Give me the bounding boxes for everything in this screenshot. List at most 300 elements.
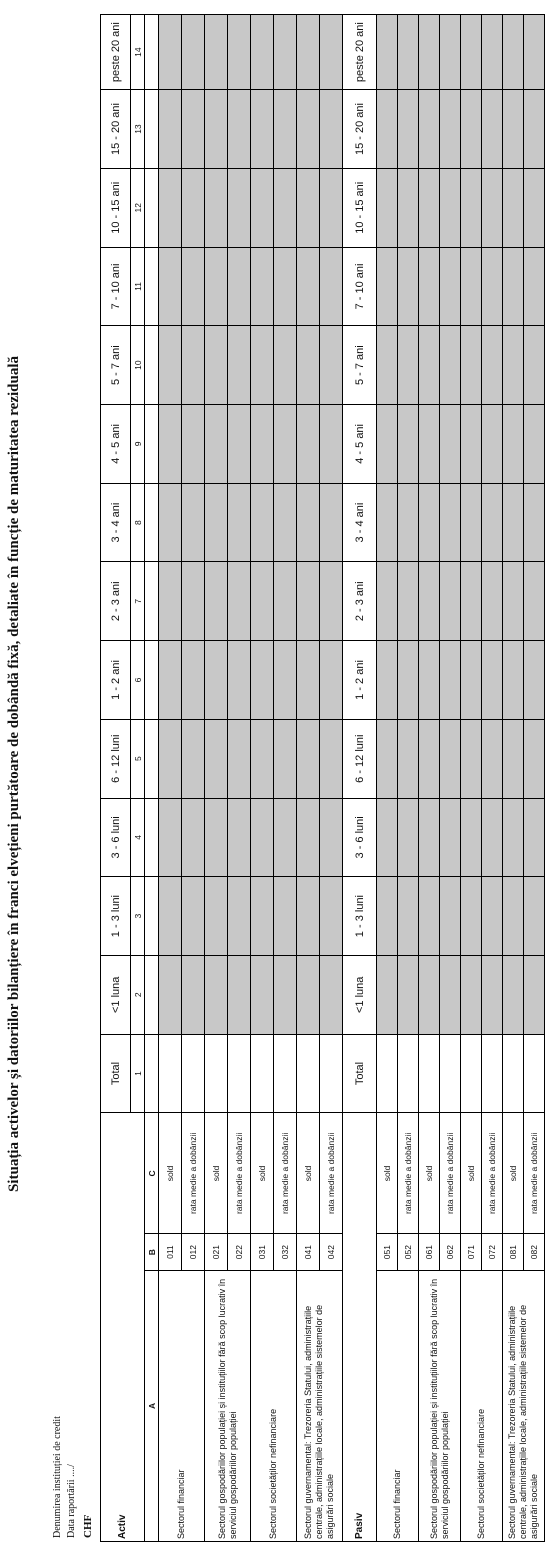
value-cell[interactable] — [419, 955, 440, 1034]
maturity-table — [100, 14, 545, 1542]
value-cell[interactable] — [503, 955, 524, 1034]
value-cell[interactable] — [482, 90, 503, 169]
value-cell[interactable] — [251, 405, 274, 484]
value-cell[interactable] — [228, 798, 251, 877]
value-cell[interactable] — [228, 955, 251, 1034]
value-cell[interactable] — [274, 168, 297, 247]
value-cell[interactable] — [228, 641, 251, 720]
column-number: 4 — [131, 798, 145, 877]
value-cell[interactable] — [228, 247, 251, 326]
value-cell[interactable] — [182, 483, 205, 562]
empty-cell — [145, 877, 159, 956]
value-cell[interactable] — [419, 798, 440, 877]
value-cell[interactable] — [482, 168, 503, 247]
value-cell[interactable] — [182, 90, 205, 169]
value-cell[interactable] — [159, 168, 182, 247]
value-cell[interactable] — [205, 641, 228, 720]
value-cell[interactable] — [377, 641, 398, 720]
table-row — [205, 15, 228, 1542]
value-cell[interactable] — [320, 877, 343, 956]
value-cell[interactable] — [461, 719, 482, 798]
column-number: 3 — [131, 877, 145, 956]
value-cell[interactable] — [419, 719, 440, 798]
value-cell[interactable] — [482, 15, 503, 90]
value-cell[interactable] — [228, 90, 251, 169]
period-header: 15 - 20 ani — [101, 90, 131, 169]
value-cell[interactable] — [398, 405, 419, 484]
value-cell[interactable] — [159, 247, 182, 326]
value-cell[interactable] — [398, 15, 419, 90]
column-number: 13 — [131, 90, 145, 169]
value-cell[interactable] — [524, 1034, 545, 1113]
column-number: 7 — [131, 562, 145, 641]
currency-label: CHF — [82, 1514, 94, 1538]
value-cell[interactable] — [159, 877, 182, 956]
value-cell[interactable] — [182, 326, 205, 405]
row-code: 042 — [320, 1234, 343, 1270]
report-date-label: Data raportării ..../ — [66, 1464, 77, 1538]
row-code: 051 — [377, 1234, 398, 1270]
period-header: 4 - 5 ani — [343, 405, 377, 484]
value-cell[interactable] — [274, 877, 297, 956]
value-cell[interactable] — [482, 562, 503, 641]
value-cell[interactable] — [419, 405, 440, 484]
value-cell[interactable] — [377, 719, 398, 798]
value-cell[interactable] — [419, 562, 440, 641]
value-cell[interactable] — [274, 405, 297, 484]
sector-label: Sectorul societăților nefinanciare — [461, 1270, 503, 1541]
value-cell[interactable] — [205, 483, 228, 562]
value-cell[interactable] — [274, 955, 297, 1034]
value-cell[interactable] — [297, 168, 320, 247]
value-cell[interactable] — [297, 90, 320, 169]
value-cell[interactable] — [482, 483, 503, 562]
value-cell[interactable] — [524, 562, 545, 641]
value-cell[interactable] — [482, 641, 503, 720]
value-cell[interactable] — [297, 641, 320, 720]
column-number: 1 — [131, 1034, 145, 1113]
value-cell[interactable] — [159, 483, 182, 562]
value-cell[interactable] — [419, 247, 440, 326]
value-cell[interactable] — [159, 562, 182, 641]
value-cell[interactable] — [503, 15, 524, 90]
column-number: 9 — [131, 405, 145, 484]
period-header: 3 - 6 luni — [101, 798, 131, 877]
value-cell[interactable] — [398, 326, 419, 405]
value-cell[interactable] — [320, 955, 343, 1034]
value-cell[interactable] — [461, 168, 482, 247]
period-header: 6 - 12 luni — [101, 719, 131, 798]
value-cell[interactable] — [251, 15, 274, 90]
value-cell[interactable] — [482, 798, 503, 877]
value-cell[interactable] — [320, 90, 343, 169]
sector-label: Sectorul societăților nefinanciare — [251, 1270, 297, 1541]
value-cell[interactable] — [251, 326, 274, 405]
period-header: 2 - 3 ani — [101, 562, 131, 641]
value-cell[interactable] — [205, 1034, 228, 1113]
value-cell[interactable] — [440, 877, 461, 956]
period-header: <1 luna — [343, 955, 377, 1034]
value-cell[interactable] — [159, 405, 182, 484]
value-cell[interactable] — [228, 1034, 251, 1113]
value-cell[interactable] — [419, 326, 440, 405]
empty-cell — [145, 247, 159, 326]
table-row — [503, 15, 524, 1542]
value-cell[interactable] — [461, 90, 482, 169]
value-cell[interactable] — [251, 877, 274, 956]
period-header: 10 - 15 ani — [101, 168, 131, 247]
sector-label: Sectorul guvernamental: Trezoreria Statului, administrațiile centrale, administrațiile locale, administrațiile sistemelor de asigurări sociale — [503, 1270, 545, 1541]
value-cell[interactable] — [524, 168, 545, 247]
row-measure: rata medie a dobânzii — [274, 1113, 297, 1234]
value-cell[interactable] — [524, 955, 545, 1034]
value-cell[interactable] — [398, 877, 419, 956]
value-cell[interactable] — [320, 483, 343, 562]
value-cell[interactable] — [297, 719, 320, 798]
value-cell[interactable] — [461, 483, 482, 562]
value-cell[interactable] — [228, 877, 251, 956]
value-cell[interactable] — [503, 483, 524, 562]
sector-label: Sectorul guvernamental: Trezoreria Statului, administrațiile centrale, administrațiile locale, administrațiile sistemelor de asigurări sociale — [297, 1270, 343, 1541]
value-cell[interactable] — [377, 955, 398, 1034]
value-cell[interactable] — [482, 326, 503, 405]
row-measure: rata medie a dobânzii — [482, 1113, 503, 1234]
value-cell[interactable] — [398, 798, 419, 877]
value-cell[interactable] — [482, 247, 503, 326]
value-cell[interactable] — [461, 955, 482, 1034]
value-cell[interactable] — [440, 90, 461, 169]
value-cell[interactable] — [228, 719, 251, 798]
value-cell[interactable] — [297, 405, 320, 484]
value-cell[interactable] — [461, 641, 482, 720]
row-code: 082 — [524, 1234, 545, 1270]
value-cell[interactable] — [524, 719, 545, 798]
value-cell[interactable] — [251, 562, 274, 641]
value-cell[interactable] — [274, 247, 297, 326]
value-cell[interactable] — [440, 326, 461, 405]
value-cell[interactable] — [461, 326, 482, 405]
value-cell[interactable] — [398, 90, 419, 169]
value-cell[interactable] — [503, 877, 524, 956]
value-cell[interactable] — [440, 247, 461, 326]
value-cell[interactable] — [398, 1034, 419, 1113]
row-measure: rata medie a dobânzii — [320, 1113, 343, 1234]
value-cell[interactable] — [524, 798, 545, 877]
period-header: 3 - 6 luni — [343, 798, 377, 877]
value-cell[interactable] — [524, 483, 545, 562]
period-header: 1 - 3 luni — [101, 877, 131, 956]
row-code: 011 — [159, 1234, 182, 1270]
value-cell[interactable] — [159, 15, 182, 90]
value-cell[interactable] — [205, 562, 228, 641]
period-header: 1 - 2 ani — [101, 641, 131, 720]
value-cell[interactable] — [320, 405, 343, 484]
value-cell[interactable] — [503, 1034, 524, 1113]
value-cell[interactable] — [297, 562, 320, 641]
row-measure: sold — [419, 1113, 440, 1234]
value-cell[interactable] — [159, 641, 182, 720]
value-cell[interactable] — [205, 877, 228, 956]
value-cell[interactable] — [377, 562, 398, 641]
value-cell[interactable] — [297, 15, 320, 90]
value-cell[interactable] — [377, 1034, 398, 1113]
value-cell[interactable] — [320, 798, 343, 877]
value-cell[interactable] — [503, 562, 524, 641]
value-cell[interactable] — [228, 326, 251, 405]
value-cell[interactable] — [503, 247, 524, 326]
value-cell[interactable] — [159, 1034, 182, 1113]
value-cell[interactable] — [440, 483, 461, 562]
value-cell[interactable] — [377, 877, 398, 956]
value-cell[interactable] — [159, 798, 182, 877]
period-header: 3 - 4 ani — [101, 483, 131, 562]
column-number: 5 — [131, 719, 145, 798]
value-cell[interactable] — [228, 168, 251, 247]
value-cell[interactable] — [419, 90, 440, 169]
value-cell[interactable] — [503, 798, 524, 877]
column-number: 8 — [131, 483, 145, 562]
row-measure: rata medie a dobânzii — [182, 1113, 205, 1234]
value-cell[interactable] — [274, 719, 297, 798]
value-cell[interactable] — [482, 955, 503, 1034]
value-cell[interactable] — [524, 641, 545, 720]
value-cell[interactable] — [228, 405, 251, 484]
value-cell[interactable] — [182, 877, 205, 956]
value-cell[interactable] — [251, 168, 274, 247]
table-row — [159, 15, 182, 1542]
value-cell[interactable] — [440, 719, 461, 798]
empty-cell — [145, 641, 159, 720]
section-label: Pasiv — [343, 1113, 377, 1542]
value-cell[interactable] — [377, 90, 398, 169]
value-cell[interactable] — [377, 798, 398, 877]
value-cell[interactable] — [182, 247, 205, 326]
value-cell[interactable] — [419, 15, 440, 90]
value-cell[interactable] — [440, 168, 461, 247]
value-cell[interactable] — [320, 562, 343, 641]
value-cell[interactable] — [524, 247, 545, 326]
period-header: 6 - 12 luni — [343, 719, 377, 798]
value-cell[interactable] — [398, 483, 419, 562]
value-cell[interactable] — [461, 15, 482, 90]
row-measure: rata medie a dobânzii — [228, 1113, 251, 1234]
value-cell[interactable] — [377, 168, 398, 247]
period-header: 1 - 2 ani — [343, 641, 377, 720]
value-cell[interactable] — [251, 90, 274, 169]
value-cell[interactable] — [398, 168, 419, 247]
empty-cell — [145, 1034, 159, 1113]
value-cell[interactable] — [440, 641, 461, 720]
value-cell[interactable] — [524, 877, 545, 956]
value-cell[interactable] — [274, 798, 297, 877]
value-cell[interactable] — [503, 641, 524, 720]
sector-label: Sectorul gospodăriilor populației și instituțiilor fără scop lucrativ în serviciul gospodăriilor populației — [205, 1270, 251, 1541]
value-cell[interactable] — [440, 798, 461, 877]
value-cell[interactable] — [461, 798, 482, 877]
value-cell[interactable] — [251, 955, 274, 1034]
value-cell[interactable] — [377, 15, 398, 90]
value-cell[interactable] — [377, 247, 398, 326]
value-cell[interactable] — [440, 562, 461, 641]
row-code: 022 — [228, 1234, 251, 1270]
value-cell[interactable] — [159, 955, 182, 1034]
value-cell[interactable] — [182, 641, 205, 720]
value-cell[interactable] — [297, 877, 320, 956]
value-cell[interactable] — [482, 1034, 503, 1113]
value-cell[interactable] — [398, 955, 419, 1034]
value-cell[interactable] — [182, 168, 205, 247]
row-code: 012 — [182, 1234, 205, 1270]
value-cell[interactable] — [440, 15, 461, 90]
value-cell[interactable] — [377, 405, 398, 484]
value-cell[interactable] — [524, 15, 545, 90]
row-code: 032 — [274, 1234, 297, 1270]
value-cell[interactable] — [205, 168, 228, 247]
value-cell[interactable] — [461, 405, 482, 484]
value-cell[interactable] — [398, 641, 419, 720]
value-cell[interactable] — [159, 719, 182, 798]
value-cell[interactable] — [251, 641, 274, 720]
row-measure: sold — [159, 1113, 182, 1234]
value-cell[interactable] — [503, 405, 524, 484]
value-cell[interactable] — [524, 90, 545, 169]
value-cell[interactable] — [251, 483, 274, 562]
value-cell[interactable] — [228, 483, 251, 562]
period-header: 3 - 4 ani — [343, 483, 377, 562]
empty-cell — [145, 168, 159, 247]
value-cell[interactable] — [419, 641, 440, 720]
empty-cell — [145, 326, 159, 405]
row-measure: sold — [503, 1113, 524, 1234]
value-cell[interactable] — [320, 641, 343, 720]
value-cell[interactable] — [205, 719, 228, 798]
value-cell[interactable] — [440, 955, 461, 1034]
value-cell[interactable] — [503, 168, 524, 247]
value-cell[interactable] — [320, 719, 343, 798]
row-measure: sold — [377, 1113, 398, 1234]
value-cell[interactable] — [205, 798, 228, 877]
period-header: peste 20 ani — [101, 15, 131, 90]
row-code: 031 — [251, 1234, 274, 1270]
value-cell[interactable] — [461, 877, 482, 956]
value-cell[interactable] — [205, 90, 228, 169]
value-cell[interactable] — [482, 877, 503, 956]
value-cell[interactable] — [482, 405, 503, 484]
value-cell[interactable] — [398, 719, 419, 798]
value-cell[interactable] — [419, 1034, 440, 1113]
value-cell[interactable] — [320, 1034, 343, 1113]
table-row — [461, 15, 482, 1542]
value-cell[interactable] — [320, 15, 343, 90]
value-cell[interactable] — [440, 1034, 461, 1113]
empty-cell — [145, 483, 159, 562]
row-code: 041 — [297, 1234, 320, 1270]
value-cell[interactable] — [320, 168, 343, 247]
empty-cell — [145, 405, 159, 484]
value-cell[interactable] — [228, 15, 251, 90]
value-cell[interactable] — [274, 483, 297, 562]
value-cell[interactable] — [461, 562, 482, 641]
value-cell[interactable] — [419, 168, 440, 247]
table-row — [377, 15, 398, 1542]
value-cell[interactable] — [274, 641, 297, 720]
value-cell[interactable] — [377, 326, 398, 405]
value-cell[interactable] — [503, 326, 524, 405]
value-cell[interactable] — [461, 1034, 482, 1113]
value-cell[interactable] — [274, 1034, 297, 1113]
value-cell[interactable] — [320, 326, 343, 405]
value-cell[interactable] — [297, 955, 320, 1034]
value-cell[interactable] — [182, 955, 205, 1034]
value-cell[interactable] — [182, 405, 205, 484]
value-cell[interactable] — [524, 326, 545, 405]
period-header: Total — [343, 1034, 377, 1113]
column-letter: C — [145, 1113, 159, 1234]
value-cell[interactable] — [159, 90, 182, 169]
value-cell[interactable] — [398, 247, 419, 326]
value-cell[interactable] — [320, 247, 343, 326]
value-cell[interactable] — [482, 719, 503, 798]
value-cell[interactable] — [297, 483, 320, 562]
value-cell[interactable] — [251, 719, 274, 798]
header-row — [101, 15, 131, 1542]
value-cell[interactable] — [205, 955, 228, 1034]
empty-cell — [145, 90, 159, 169]
value-cell[interactable] — [524, 405, 545, 484]
sector-label: Sectorul gospodăriilor populației și instituțiilor fără scop lucrativ în serviciul gospodăriilor populației — [419, 1270, 461, 1541]
value-cell[interactable] — [377, 483, 398, 562]
value-cell[interactable] — [398, 562, 419, 641]
value-cell[interactable] — [297, 1034, 320, 1113]
value-cell[interactable] — [182, 1034, 205, 1113]
row-measure: sold — [205, 1113, 228, 1234]
value-cell[interactable] — [419, 483, 440, 562]
value-cell[interactable] — [228, 562, 251, 641]
value-cell[interactable] — [297, 326, 320, 405]
value-cell[interactable] — [274, 562, 297, 641]
value-cell[interactable] — [297, 247, 320, 326]
value-cell[interactable] — [205, 405, 228, 484]
value-cell[interactable] — [274, 15, 297, 90]
column-letter: B — [145, 1234, 159, 1270]
value-cell[interactable] — [205, 247, 228, 326]
value-cell[interactable] — [461, 247, 482, 326]
row-code: 062 — [440, 1234, 461, 1270]
value-cell[interactable] — [182, 719, 205, 798]
value-cell[interactable] — [274, 90, 297, 169]
value-cell[interactable] — [274, 326, 297, 405]
value-cell[interactable] — [182, 15, 205, 90]
value-cell[interactable] — [251, 1034, 274, 1113]
value-cell[interactable] — [205, 15, 228, 90]
value-cell[interactable] — [251, 798, 274, 877]
value-cell[interactable] — [159, 326, 182, 405]
table-row — [419, 15, 440, 1542]
value-cell[interactable] — [297, 798, 320, 877]
value-cell[interactable] — [251, 247, 274, 326]
period-header: 2 - 3 ani — [343, 562, 377, 641]
value-cell[interactable] — [419, 877, 440, 956]
value-cell[interactable] — [205, 326, 228, 405]
value-cell[interactable] — [503, 719, 524, 798]
period-header: 4 - 5 ani — [101, 405, 131, 484]
value-cell[interactable] — [440, 405, 461, 484]
value-cell[interactable] — [182, 562, 205, 641]
row-code: 052 — [398, 1234, 419, 1270]
value-cell[interactable] — [182, 798, 205, 877]
value-cell[interactable] — [503, 90, 524, 169]
column-number: 6 — [131, 641, 145, 720]
